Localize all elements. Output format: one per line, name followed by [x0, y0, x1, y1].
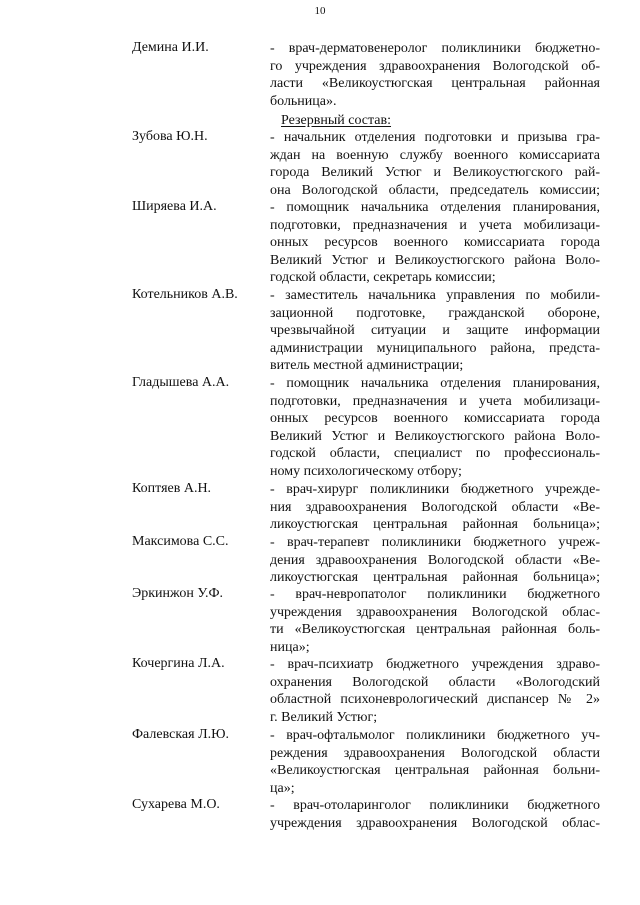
- description-line: ница»;: [270, 639, 310, 655]
- description-line: подготовки, предназначения и учета мобилизаци-: [270, 217, 600, 233]
- member-description: [270, 287, 600, 375]
- description-line: ликоустюгская центральная районная больница»;: [270, 570, 600, 585]
- member-description: [270, 375, 600, 480]
- description-line: - заместитель начальника управления по мобили-: [270, 288, 600, 303]
- description-line: годской области, секретарь комиссии;: [270, 270, 496, 285]
- description-line: - помощник начальника отделения планирования,: [270, 200, 600, 215]
- member-name: Фалевская Л.Ю.: [132, 727, 229, 742]
- description-line: г. Великий Устюг;: [270, 709, 378, 725]
- description-line: - врач-психиатр бюджетного учреждения здраво-: [270, 657, 600, 672]
- description-line: го учреждения здравоохранения Вологодской об-: [270, 58, 600, 74]
- description-line: ца»;: [270, 780, 295, 796]
- member-name: Гладышева А.А.: [132, 375, 230, 390]
- member-name: Котельников А.В.: [132, 287, 238, 302]
- description-line: ласти «Великоустюгская центральная районная: [270, 76, 600, 91]
- member-name: Коптяев А.Н.: [132, 481, 212, 496]
- description-line: больница».: [270, 93, 337, 109]
- member-description: [270, 727, 600, 797]
- description-line: ти «Великоустюгская центральная районная боль-: [270, 622, 600, 637]
- description-line: зационной подготовке, гражданской обороне,: [270, 305, 600, 321]
- member-description: [270, 534, 600, 587]
- description-line: - помощник начальника отделения планирования,: [270, 376, 600, 391]
- description-line: администрации муниципального района, предста-: [270, 340, 600, 356]
- member-description: [270, 40, 600, 110]
- description-line: города Великий Устюг и Великоустюгского рай-: [270, 165, 600, 180]
- description-line: ликоустюгская центральная районная больница»;: [270, 517, 600, 532]
- member-name: Эркинжон У.Ф.: [132, 586, 224, 601]
- description-line: - врач-невропатолог поликлиники бюджетного: [270, 587, 600, 602]
- member-name: Сухарева М.О.: [132, 797, 220, 812]
- member-description: [270, 586, 600, 656]
- description-line: реждения здравоохранения Вологодской области: [270, 745, 600, 761]
- description-line: Великий Устюг и Великоустюгского района Воло-: [270, 428, 600, 444]
- description-line: ному психологическому отбору;: [270, 463, 462, 479]
- description-line: - врач-отоларинголог поликлиники бюджетного: [270, 798, 600, 813]
- member-description: [270, 129, 600, 199]
- member-description: [270, 199, 600, 287]
- member-name: Ширяева И.А.: [132, 199, 217, 214]
- description-line: годской области, специалист по профессиональ-: [270, 446, 600, 461]
- member-description: [270, 481, 600, 534]
- member-name: Зубова Ю.Н.: [132, 129, 208, 144]
- description-line: дения здравоохранения Вологодской области «Ве-: [270, 552, 600, 568]
- member-name: Демина И.И.: [132, 40, 209, 55]
- member-name: Максимова С.С.: [132, 534, 229, 549]
- member-description: [270, 656, 600, 726]
- description-line: витель местной администрации;: [270, 358, 464, 373]
- description-line: - начальник отделения подготовки и призыва гра-: [270, 130, 600, 145]
- description-line: учреждения здравоохранения Вологодской облас-: [270, 604, 600, 620]
- description-line: она Вологодской области, председатель комиссии;: [270, 182, 600, 198]
- member-description: [270, 797, 600, 832]
- description-line: - врач-дерматовенеролог поликлиники бюджетно-: [270, 41, 600, 56]
- description-line: онных ресурсов военного комиссариата города: [270, 235, 600, 250]
- page-number: 10: [314, 5, 326, 17]
- description-line: - врач-хирург поликлиники бюджетного учрежде-: [270, 482, 600, 497]
- description-line: ждан на военную службу военного комиссариата: [270, 147, 600, 163]
- description-line: онных ресурсов военного комиссариата города: [270, 411, 600, 426]
- description-line: ния здравоохранения Вологодской области «Ве-: [270, 499, 600, 515]
- description-line: - врач-терапевт поликлиники бюджетного учреж-: [270, 535, 600, 550]
- description-line: чрезвычайной ситуации и защите информации: [270, 323, 600, 338]
- description-line: подготовки, предназначения и учета мобилизаци-: [270, 393, 600, 409]
- description-line: охранения Вологодской области «Вологодский: [270, 674, 600, 690]
- description-line: Великий Устюг и Великоустюгского района Воло-: [270, 252, 600, 268]
- description-line: «Великоустюгская центральная районная больни-: [270, 763, 600, 778]
- description-line: областной психоневрологический диспансер № 2»: [270, 692, 600, 707]
- description-line: - врач-офтальмолог поликлиники бюджетного уч-: [270, 728, 600, 743]
- reserve-heading: Резервный состав:: [281, 113, 392, 128]
- member-name: Кочергина Л.А.: [132, 656, 225, 671]
- description-line: учреждения здравоохранения Вологодской облас-: [270, 815, 600, 831]
